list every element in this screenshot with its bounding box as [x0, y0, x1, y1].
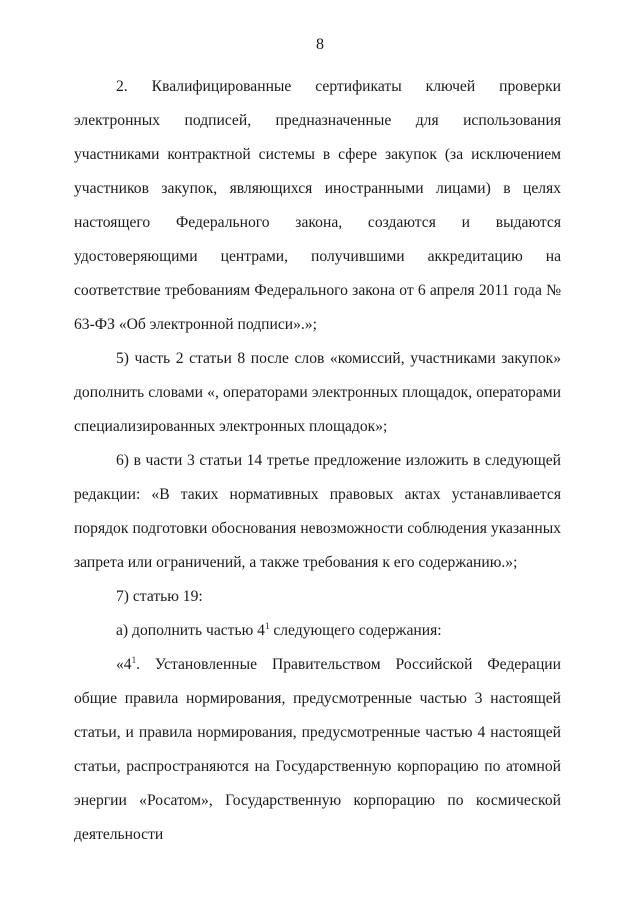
document-body: [74, 70, 561, 852]
paragraph-part-4-1: [74, 648, 561, 852]
item-a-text: а) дополнить частью 4: [116, 622, 265, 639]
paragraph-qualified-certificates: 2. Квалифицированные сертификаты ключей проверки электронных подписей, предназначенные для использования участниками контрактной системы в сфере закупок (за исключением участников закупок, являющихся иностранными лицами) в целях настоящего Федерального закона, создаются и выдаются удостоверяющими центрами, получившими аккредитацию на соответствие требованиям Федерального закона от 6 апреля 2011 года № 63-ФЗ «Об электронной подписи».»;: [74, 78, 561, 333]
part-4-1-number: «4: [116, 656, 132, 673]
paragraph-item-6: 6) в части 3 статьи 14 третье предложение изложить в следующей редакции: «В таких нормативных правовых актах устанавливается порядок подготовки обоснования невозможности соблюдения указанных запрета или ограничений, а также требования к его содержанию.»;: [74, 452, 561, 571]
paragraph-item-a: [74, 614, 561, 648]
paragraph-item-7: 7) статью 19:: [116, 588, 203, 605]
item-a-text-end: следующего содержания:: [269, 622, 442, 639]
paragraph-item-5: 5) часть 2 статьи 8 после слов «комиссий, участниками закупок» дополнить словами «, операторами электронных площадок, операторами специализированных электронных площадок»;: [74, 350, 561, 435]
page-number: 8: [316, 36, 324, 53]
part-4-1-superscript: 1: [131, 655, 137, 665]
item-a-superscript: 1: [264, 621, 270, 631]
part-4-1-text: . Установленные Правительством Российской Федерации общие правила нормирования, предусмотренные частью 3 настоящей статьи, и правила нормирования, предусмотренные частью 4 настоящей статьи, распространяются на Государственную корпорацию по атомной энергии «Росатом», Государственную корпорацию по космической деятельности: [74, 656, 561, 843]
